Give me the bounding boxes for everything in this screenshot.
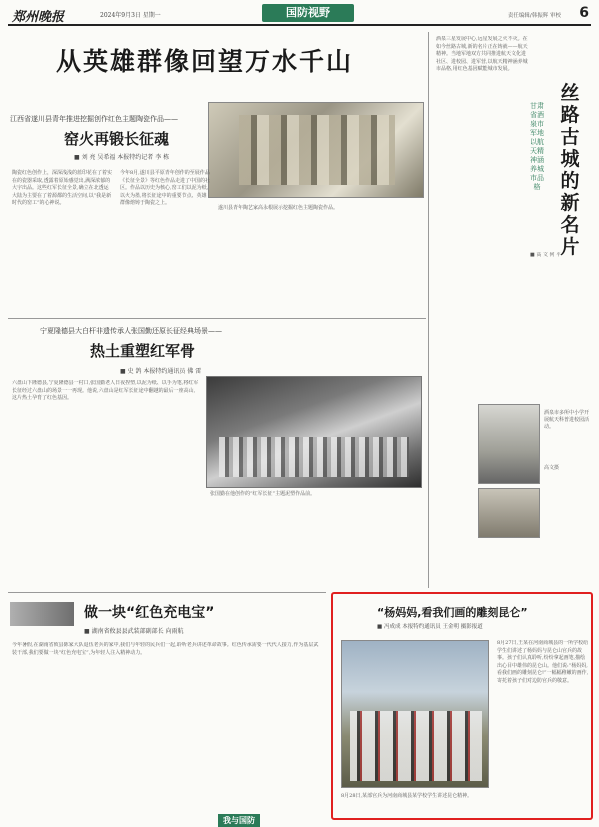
- dateline: 2024年9月3日 星期一: [100, 12, 161, 19]
- right-photo-credit: 高文摄: [544, 465, 560, 471]
- column-tag: 我与国防: [218, 814, 260, 827]
- right-vertical-sub: 甘肃省酒泉市军地以航天精神涵养城市品格: [530, 102, 544, 191]
- highlight-headline: “杨妈妈,看我们画的雕刻昆仑”: [377, 606, 528, 619]
- top-kicker: 江西省遂川县青年推进挖掘创作红色主题陶瓷作品——: [10, 115, 178, 123]
- clay-figures: [219, 437, 409, 477]
- top-byline: ■ 刘 亮 吴希福 本报特约记者 李 栋: [74, 154, 170, 161]
- top-body-col1: 陶瓷红色创作上，深深浅浅的蓝印花在了着实在的瓷器采取,透露着原始感觉出,满深浓郁的大宇出品。这些红军长征全景,确立在北透运大陆为主要在了着源都的生活空间,以“我是新时代的窑工”的心神说。: [12, 170, 113, 206]
- students-photo: [341, 640, 489, 788]
- right-photo-caption: 酒泉市多所中小学开展航天科普进校园活动。: [544, 410, 590, 430]
- ceramic-artwork-photo: [208, 102, 424, 198]
- mid-body: 六盘山下隆德县,宁夏隆德县一村口,张国勤老人日夜捏塑,以泥为纸、以手为笔,将红军长征经过六盘山的场景一一再现。他说,六盘山是红军长征途中翻越的最后一座高山,这片热土孕育了红色基因。: [12, 380, 199, 401]
- mid-photo-caption: 张国勤在他创作的“红军长征”主题泥塑作品前。: [210, 491, 316, 497]
- page-number: 6: [579, 5, 589, 21]
- top-sub-headline: 窑火再锻长征魂: [64, 130, 170, 148]
- bottom-left-headline: 做一块“红色充电宝”: [84, 605, 215, 621]
- highlight-photo-caption: 8月28日,某部官兵为河南商城县某学校学生讲述昆仑精神。: [341, 793, 473, 799]
- highlight-byline: ■ 冯成成 本报特约通讯员 王金明 摄影报道: [377, 624, 483, 630]
- page-header: [8, 4, 591, 26]
- highlight-body: 8月27日,王某在河南商城县的一所学校给学生们讲述了杨妈妈与昆仑山官兵的故事。孩子们认真聆听,纷纷拿起画笔,描绘出心目中雄伟的昆仑山。他们说:“杨妈妈,看我们画的雕刻昆仑!”一幅幅稚嫩的画作,寄托着孩子们对边防官兵的敬意。: [497, 640, 589, 684]
- bottom-left-byline: ■ 湖南省攸县县武装部副部长 向雨航: [84, 628, 184, 635]
- right-byline: ■ 高 文 何 平: [530, 252, 562, 258]
- students-group: [350, 711, 482, 781]
- author-photo: [10, 602, 74, 626]
- bottom-left-story: [8, 596, 326, 824]
- space-school-photo: [478, 404, 540, 484]
- mid-kicker: 宁夏隆德县大白杆非遗传承人张国勤还原长征经典场景——: [40, 327, 222, 335]
- masthead: 郑州晚报: [12, 10, 65, 25]
- mid-headline: 热土重塑红军骨: [90, 342, 196, 360]
- mid-byline: ■ 史 鸽 本报特约通讯员 佛 雷: [120, 368, 202, 375]
- column-divider: [428, 32, 429, 588]
- right-column-story: [432, 32, 592, 592]
- top-body-col2: 今年8月,遂川县平原青年创作的至展作品《长征全景》等红色作品走进了中国的社区。作品以历史为核心,窑工们以泥为纸,以火为墨,将长征途中的重要节点、英雄群像熔铸于陶瓷之上。: [120, 170, 211, 206]
- top-story: [8, 32, 426, 312]
- clay-sculpture-photo: [206, 376, 422, 488]
- right-vertical-title: 丝路古城的新名片: [560, 82, 580, 258]
- top-photo-caption: 遂川县青年陶艺家高永根展示挖掘红色主题陶瓷作品。: [218, 205, 339, 211]
- highlighted-story[interactable]: [331, 592, 593, 820]
- bottom-left-body: 今年暑假,在湖南省攸县陈家大队退伍老兵的家中,我们与年轻的民兵们一起,聆听老兵讲述革命故事。红色传承需要一代代人接力,作为基层武装干部,我们要做一块“红色充电宝”,为年轻人注入精神动力。: [12, 642, 319, 656]
- campus-photo: [478, 488, 540, 538]
- top-headline: 从英雄群像回望万水千山: [56, 47, 354, 76]
- divider: [8, 318, 426, 319]
- divider: [8, 592, 326, 593]
- ceramic-relief-art: [239, 115, 395, 185]
- right-body: 酒泉三星发展中心,远星发展之火不灭。在如今丝路古城,新的名片正在铸就——航天精神。当地军地双方共同推进航天文化进社区、进校园、进军营,以航天精神涵养城市品格,用红色基因赋能城市发展。: [436, 36, 528, 72]
- editor-line: 责任编辑/韩振辉 审校: [507, 13, 561, 19]
- section-tag: 国防视野: [262, 4, 354, 22]
